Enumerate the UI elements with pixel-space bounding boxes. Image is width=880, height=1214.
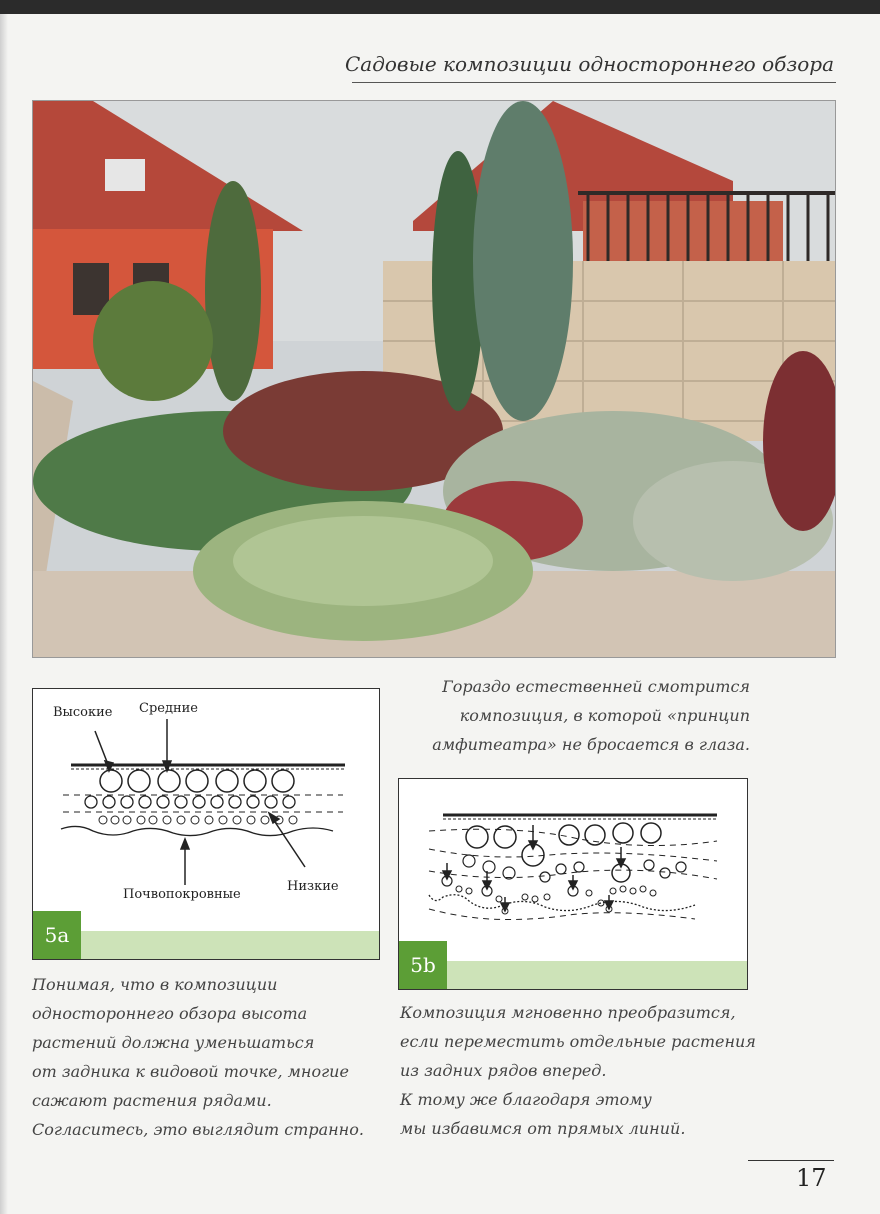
- paragraph-line: растений должна уменьшаться: [32, 1033, 315, 1052]
- paragraph-line: Согласитесь, это выглядит странно.: [32, 1120, 364, 1139]
- page-number-rule: [748, 1160, 834, 1161]
- label-low: Низкие: [287, 879, 339, 894]
- right-paragraph: [400, 998, 760, 1143]
- page-number: 17: [796, 1164, 827, 1192]
- top-dark-edge: [0, 0, 880, 14]
- figure-5b-diagram: [399, 779, 747, 989]
- paragraph-line: Понимая, что в композиции: [32, 975, 278, 994]
- paragraph-line: из задних рядов вперед.: [400, 1061, 607, 1080]
- caption-line: Гораздо естественней смотрится: [442, 677, 750, 696]
- photo-caption: [400, 672, 750, 759]
- paragraph-line: Композиция мгновенно преобразится,: [400, 1003, 736, 1022]
- paragraph-line: К тому же благодаря этому: [400, 1090, 652, 1109]
- figure-tag: 5a: [33, 911, 81, 959]
- paragraph-line: мы избавимся от прямых линий.: [400, 1119, 686, 1138]
- garden-photo: [32, 100, 836, 658]
- page-gutter-shadow: [0, 14, 8, 1214]
- paragraph-line: от задника к видовой точке, многие: [32, 1062, 349, 1081]
- paragraph-line: одностороннего обзора высота: [32, 1004, 308, 1023]
- label-groundcover: Почвопокровные: [123, 887, 241, 902]
- figure-5b: [398, 778, 748, 990]
- paragraph-line: если переместить отдельные растения: [400, 1032, 756, 1051]
- header-rule: [352, 82, 836, 83]
- label-medium: Средние: [139, 701, 198, 716]
- running-header: Садовые композиции одностороннего обзора: [344, 52, 834, 76]
- figure-5a: [32, 688, 380, 960]
- paragraph-line: сажают растения рядами.: [32, 1091, 272, 1110]
- figure-tag: 5b: [399, 941, 447, 989]
- figure-5a-diagram: [33, 689, 379, 959]
- caption-line: композиция, в которой «принцип: [459, 706, 750, 725]
- label-tall: Высокие: [53, 705, 113, 720]
- left-paragraph: [32, 970, 382, 1144]
- caption-line: амфитеатра» не бросается в глаза.: [432, 735, 750, 754]
- figure-band: [447, 961, 747, 989]
- figure-band: [81, 931, 379, 959]
